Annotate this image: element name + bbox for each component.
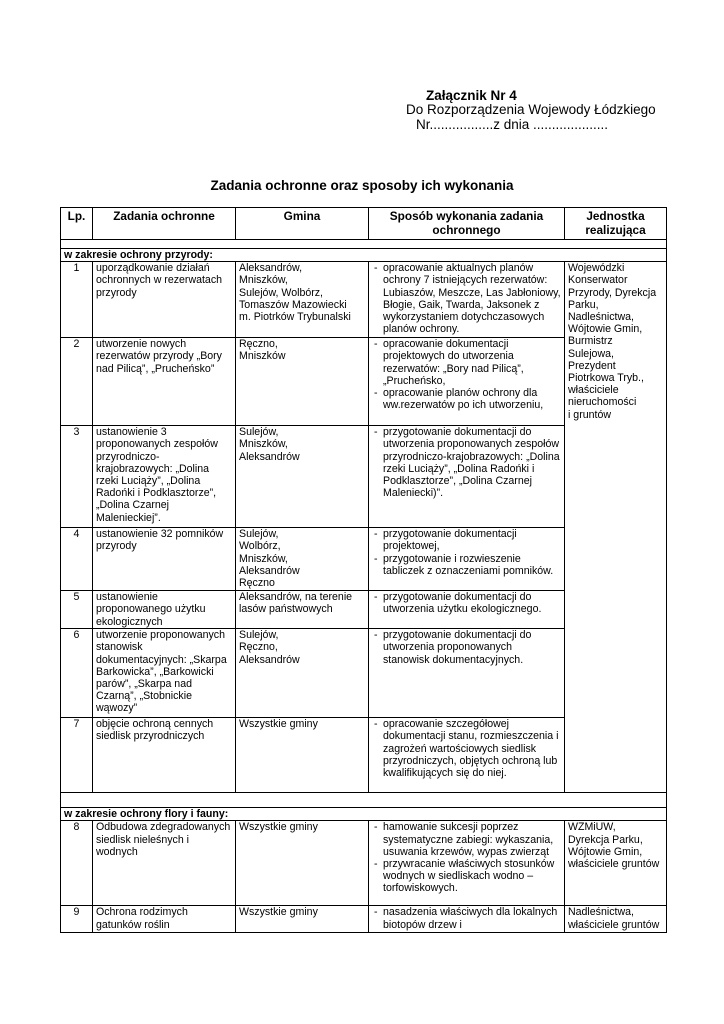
- row-unit: WZMiUW, Dyrekcja Parku, Wójtowie Gmin, właściciele gruntów: [565, 821, 667, 906]
- row-task: ustanowienie 32 pomników przyrody: [93, 528, 236, 591]
- row-lp: 2: [61, 338, 93, 426]
- row-gmina: Aleksandrów, na terenie lasów państwowych: [236, 591, 369, 629]
- section-row-flora-fauna: [61, 808, 667, 821]
- row-task: Ochrona rodzimych gatunków roślin: [93, 906, 236, 933]
- method-item: - nasadzenia właściwych dla lokalnych biotopów drzew i: [372, 906, 561, 930]
- section-label: w zakresie ochrony flory i fauny:: [61, 808, 667, 821]
- table-row: [61, 821, 667, 906]
- column-header-unit: Jednostka realizująca: [565, 208, 667, 240]
- method-item: - przygotowanie dokumentacji do utworzenia użytku ekologicznego.: [372, 591, 561, 615]
- row-gmina: Aleksandrów, Mniszków, Sulejów, Wolbórz, Tomaszów Mazowiecki m. Piotrków Trybunalski: [236, 262, 369, 338]
- tasks-table: [60, 207, 667, 933]
- row-task: utworzenie nowych rezerwatów przyrody „Bory nad Pilicą”, „Prucheńsko”: [93, 338, 236, 426]
- row-task: ustanowienie 3 proponowanych zespołów przyrodniczo-krajobrazowych: „Dolina rzeki Luciąży”, „Dolina Radońki i Podklasztorze”, „Dolina Czarnej Malenieckiej”.: [93, 426, 236, 528]
- row-task: objęcie ochroną cennych siedlisk przyrodniczych: [93, 718, 236, 793]
- table-row: [61, 906, 667, 933]
- row-lp: 7: [61, 718, 93, 793]
- regulation-reference: Do Rozporządzenia Wojewody Łódzkiego: [406, 102, 656, 117]
- method-item: - opracowanie dokumentacji projektowych do utworzenia rezerwatów: „Bory nad Pilicą”, „Prucheńsko,: [372, 338, 561, 387]
- row-task: utworzenie proponowanych stanowisk dokumentacyjnych: „Skarpa Barkowicka”, „Barkowicki parów”, „Skarpa nad Czarną”, „Stobnickie wąwozy”: [93, 629, 236, 718]
- row-gmina: Wszystkie gminy: [236, 821, 369, 906]
- row-method: [369, 426, 565, 528]
- row-method: [369, 629, 565, 718]
- regulation-number-line: Nr.................z dnia ....................: [416, 117, 609, 132]
- document-title: Zadania ochronne oraz sposoby ich wykonania: [210, 178, 514, 193]
- row-method: [369, 528, 565, 591]
- row-lp: 9: [61, 906, 93, 933]
- column-header-lp: Lp.: [61, 208, 93, 240]
- method-item: - hamowanie sukcesji poprzez systematyczne zabiegi: wykaszania, usuwania krzewów, wypas zwierząt: [372, 821, 561, 858]
- row-method: [369, 718, 565, 793]
- row-lp: 5: [61, 591, 93, 629]
- row-gmina: Sulejów, Wolbórz, Mniszków, Aleksandrów Ręczno: [236, 528, 369, 591]
- column-header-task: Zadania ochronne: [93, 208, 236, 240]
- row-gmina: Sulejów, Ręczno, Aleksandrów: [236, 629, 369, 718]
- row-method: [369, 262, 565, 338]
- table-row: [61, 262, 667, 338]
- method-item: - przygotowanie dokumentacji projektowej,: [372, 528, 561, 552]
- row-task: ustanowienie proponowanego użytku ekologicznych: [93, 591, 236, 629]
- spacer-row: [61, 240, 667, 249]
- row-task: uporządkowanie działań ochronnych w rezerwatach przyrody: [93, 262, 236, 338]
- row-method: [369, 591, 565, 629]
- method-item: - opracowanie aktualnych planów ochrony 7 istniejących rezerwatów: Lubiaszów, Meszcze, Las Jabłoniowy, Błogie, Gaik, Twarda, Jaksonek z wykorzystaniem dotychczasowych planów ochrony.: [372, 262, 561, 335]
- row-lp: 4: [61, 528, 93, 591]
- row-method: [369, 906, 565, 933]
- row-gmina: Ręczno, Mniszków: [236, 338, 369, 426]
- row-gmina: Wszystkie gminy: [236, 718, 369, 793]
- row-unit: Wojewódzki Konserwator Przyrody, Dyrekcja Parku, Nadleśnictwa, Wójtowie Gmin, Burmistrz Sulejowa, Prezydent Piotrkowa Tryb., właściciele nieruchomości i gruntów: [565, 262, 667, 793]
- table-header-row: [61, 208, 667, 240]
- row-lp: 8: [61, 821, 93, 906]
- section-row-nature: [61, 249, 667, 262]
- row-method: [369, 338, 565, 426]
- column-header-method: Sposób wykonania zadania ochronnego: [369, 208, 565, 240]
- spacer-row: [61, 793, 667, 808]
- method-item: - przygotowanie dokumentacji do utworzenia proponowanych stanowisk dokumentacyjnych.: [372, 629, 561, 666]
- row-lp: 6: [61, 629, 93, 718]
- method-item: - przygotowanie i rozwieszenie tabliczek z oznaczeniami pomników.: [372, 553, 561, 577]
- method-item: - przygotowanie dokumentacji do utworzenia proponowanych zespołów przyrodniczo-krajobrazowych: „Dolina rzeki Luciąży”, „Dolina Radońki i Podklasztorze”, „Dolina Czarnej Maleniecki)”.: [372, 426, 561, 499]
- row-gmina: Sulejów, Mniszków, Aleksandrów: [236, 426, 369, 528]
- method-item: - opracowanie planów ochrony dla ww.rezerwatów po ich utworzeniu,: [372, 387, 561, 411]
- row-lp: 1: [61, 262, 93, 338]
- annex-title: Załącznik Nr 4: [426, 88, 517, 103]
- row-unit: Nadleśnictwa, właściciele gruntów: [565, 906, 667, 933]
- column-header-gmina: Gmina: [236, 208, 369, 240]
- row-lp: 3: [61, 426, 93, 528]
- section-label: w zakresie ochrony przyrody:: [61, 249, 667, 262]
- method-item: - przywracanie właściwych stosunków wodnych w siedliskach wodno – torfowiskowych.: [372, 858, 561, 895]
- row-task: Odbudowa zdegradowanych siedlisk nieleśnych i wodnych: [93, 821, 236, 906]
- row-method: [369, 821, 565, 906]
- row-gmina: Wszystkie gminy: [236, 906, 369, 933]
- method-item: - opracowanie szczegółowej dokumentacji stanu, rozmieszczenia i zagrożeń wartościowych siedlisk przyrodniczych, objętych ochroną lub kwalifikujących się do niej.: [372, 718, 561, 779]
